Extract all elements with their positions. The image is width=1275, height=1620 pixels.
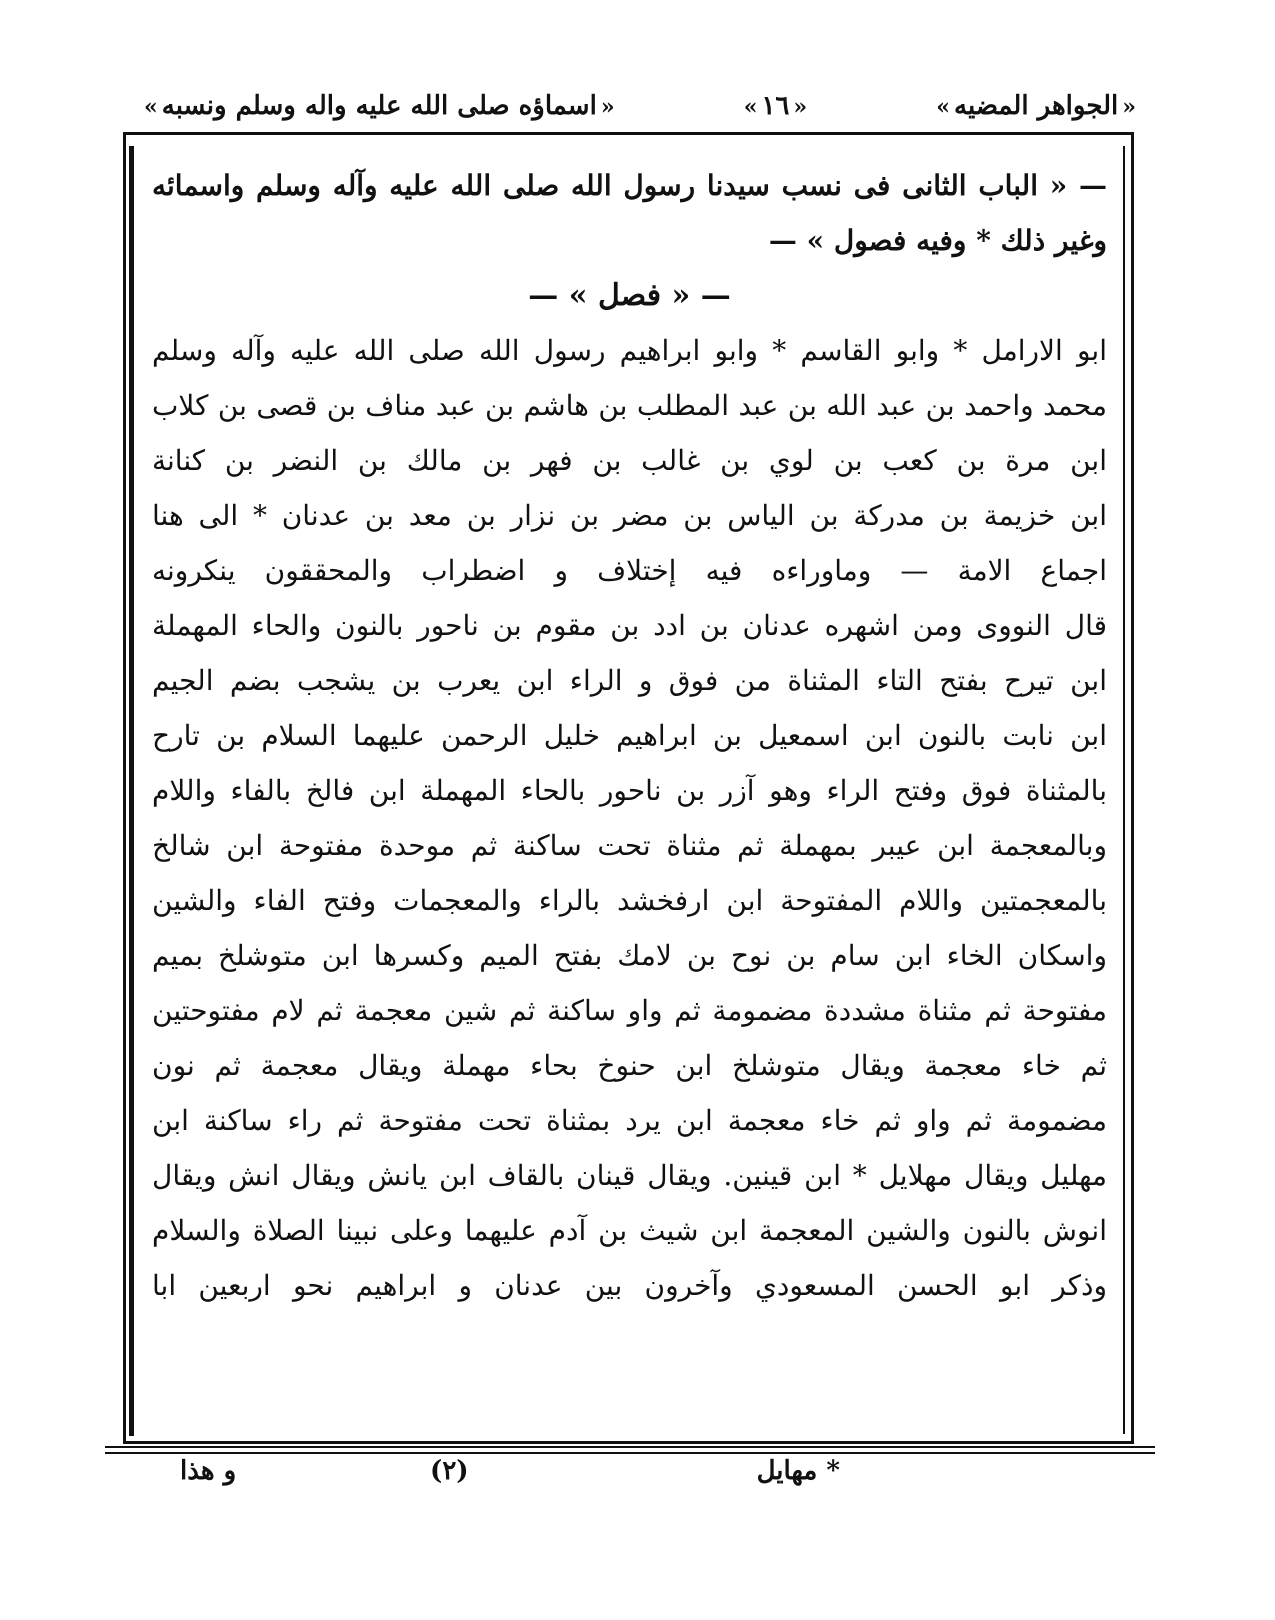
ornament-dash: —	[700, 278, 731, 313]
ornament-close: »	[568, 278, 588, 313]
ornament-close: »	[144, 94, 158, 120]
book-title	[932, 91, 1140, 121]
chapter-title-text-2: وغير ذلك * وفيه فصول	[833, 224, 1107, 257]
chapter-title-line-2	[152, 213, 1107, 268]
footer-rule-bottom	[105, 1452, 1155, 1454]
ornament-close: »	[936, 94, 951, 120]
body-line: وذكر ابو الحسن المسعودي وآخرون بين عدنان و ابراهيم نحو اربعين ابا	[152, 1269, 1107, 1302]
ornament-dash: —	[1079, 169, 1107, 202]
page-number-text: ١٦	[761, 91, 790, 121]
body-line: بالمعجمتين واللام المفتوحة ابن ارفخشد بالراء والمعجمات وفتح الفاء والشين	[152, 884, 1107, 917]
ornament-dash: —	[528, 278, 559, 313]
body-line: محمد واحمد بن عبد الله بن عبد المطلب بن هاشم بن عبد مناف بن قصى بن كلاب	[152, 389, 1107, 422]
body-line: مضمومة ثم واو ثم خاء معجمة ابن يرد بمثناة تحت مفتوحة ثم راء ساكنة ابن	[152, 1104, 1107, 1137]
page-number	[740, 91, 811, 121]
footnote-area	[140, 1456, 1140, 1506]
ornament-open: «	[671, 278, 691, 313]
body-line: وبالمعجمة ابن عيبر بمهملة ثم مثناة تحت ساكنة ثم موحدة مفتوحة ابن شالخ	[152, 829, 1107, 862]
footer-rule-top	[105, 1446, 1155, 1448]
body-line: قال النووى ومن اشهره عدنان بن ادد بن مقوم بن ناحور بالنون والحاء المهملة	[152, 609, 1107, 642]
body-line: مفتوحة ثم مثناة مشددة مضمومة ثم واو ساكنة ثم شين معجمة ثم لام مفتوحتين	[152, 994, 1107, 1027]
body-line: ابن تيرح بفتح التاء المثناة من فوق و الراء ابن يعرب بن يشجب بضم الجيم	[152, 664, 1107, 697]
body-line: ابن مرة بن كعب بن لوي بن غالب بن فهر بن مالك بن النضر بن كنانة	[152, 444, 1107, 477]
body-line: اجماع الامة — وماوراءه فيه إختلاف و اضطراب والمحققون ينكرونه	[152, 554, 1107, 587]
chapter-title-line-1	[152, 158, 1107, 213]
text-block	[152, 158, 1107, 1428]
page-frame-left-rule	[129, 146, 134, 1436]
ornament-open: «	[1049, 169, 1068, 202]
ornament-close: »	[743, 94, 758, 120]
ornament-open: «	[793, 94, 808, 120]
ornament-close: »	[806, 224, 825, 257]
body-line: مهليل ويقال مهلايل * ابن قينين. ويقال قينان بالقاف ابن يانش ويقال انش ويقال	[152, 1159, 1107, 1192]
body-line: ابن نابت بالنون ابن اسمعيل بن ابراهيم خليل الرحمن عليهما السلام بن تارح	[152, 719, 1107, 752]
footnote-number: (٢)	[430, 1456, 469, 1486]
ornament-open: «	[600, 94, 615, 120]
ornament-open: «	[1122, 94, 1136, 120]
body-line: ابن خزيمة بن مدركة بن الياس بن مضر بن نزار بن معد بن عدنان * الى هنا	[152, 499, 1107, 532]
chapter-title-text-1: الباب الثانى فى نسب سيدنا رسول الله صلى الله عليه وآله وسلم واسمائه	[152, 169, 1038, 202]
body-line: انوش بالنون والشين المعجمة ابن شيث بن آدم عليهما وعلى نبينا الصلاة والسلام	[152, 1214, 1107, 1247]
ornament-dash: —	[768, 224, 797, 257]
book-title-text: الجواهر المضيه	[954, 91, 1119, 121]
section-heading-text: فصل	[597, 278, 662, 313]
section-heading	[152, 268, 1107, 323]
body-line: ثم خاء معجمة ويقال متوشلخ ابن حنوخ بحاء مهملة ويقال معجمة ثم نون	[152, 1049, 1107, 1082]
body-line: بالمثناة فوق وفتح الراء وهو آزر بن ناحور بالحاء المهملة ابن فالخ بالفاء واللام	[152, 774, 1107, 807]
body-line: ابو الارامل * وابو القاسم * وابو ابراهيم رسول الله صلى الله عليه وآله وسلم	[152, 334, 1107, 367]
body-line: واسكان الخاء ابن سام بن نوح بن لامك بفتح الميم وكسرها ابن متوشلخ بميم	[152, 939, 1107, 972]
running-title	[140, 91, 619, 121]
running-header	[140, 84, 1140, 128]
footnote-text: * مهايل	[756, 1456, 840, 1486]
catchword: و هذا	[180, 1456, 237, 1486]
running-title-text: اسماؤه صلى الله عليه واله وسلم ونسبه	[161, 91, 597, 121]
